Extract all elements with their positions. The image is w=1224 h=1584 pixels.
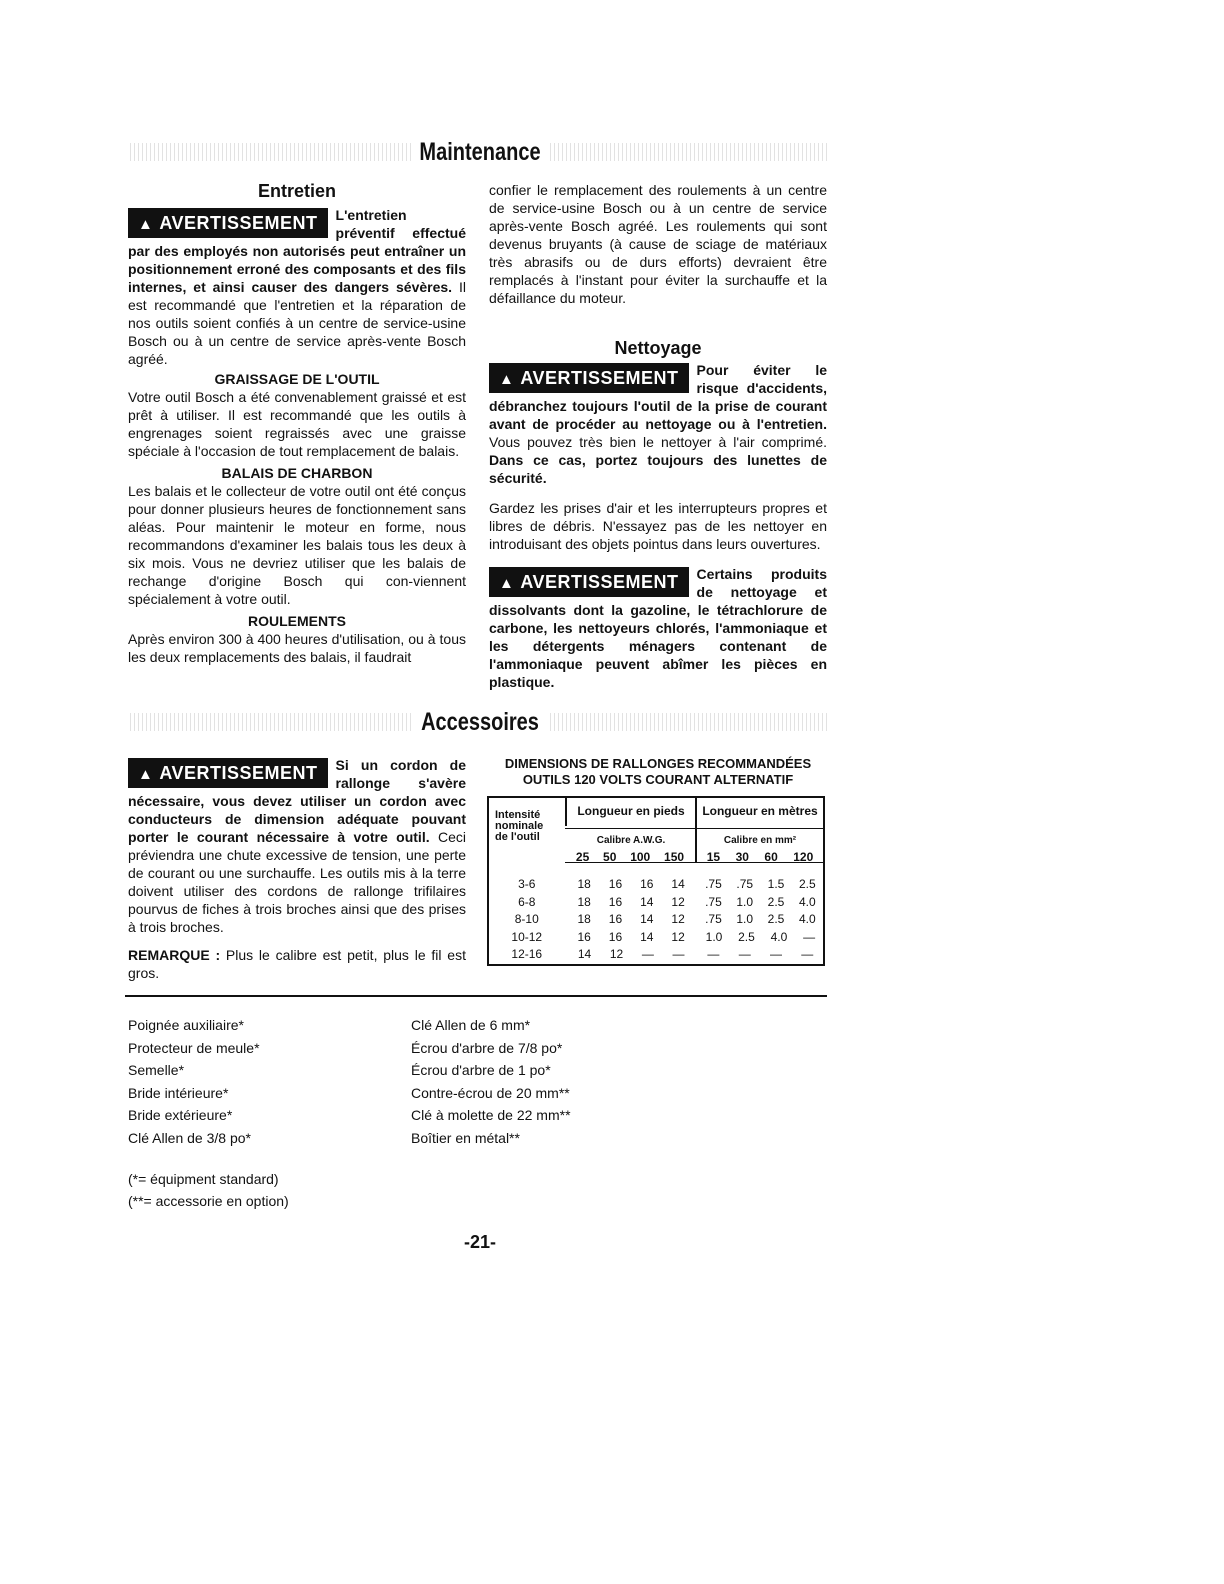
feet-header: Longueur en pieds <box>577 804 685 818</box>
intensity-header: Intensité nominale de l'outil <box>495 809 544 843</box>
table-cell-m: — <box>707 947 720 961</box>
warning-triangle-icon: ▲ <box>138 216 154 233</box>
table-cell-ft: 16 <box>608 877 623 891</box>
legend-optional: (**= accessorie en option) <box>128 1193 289 1209</box>
graissage-heading: GRAISSAGE DE L'OUTIL <box>214 371 380 387</box>
table-cell-ft: 14 <box>640 912 654 926</box>
warning-triangle-icon: ▲ <box>499 371 515 388</box>
table-cell-ft: 14 <box>577 947 592 961</box>
table-cell-m: .75 <box>705 894 722 909</box>
list-item: Clé à molette de 22 mm** <box>411 1107 571 1123</box>
table-cell-amp: 12-16 <box>511 947 543 961</box>
warning-triangle-icon: ▲ <box>499 575 515 592</box>
nettoyage-warning2-paragraph: ▲ AVERTISSEMENT Certains produits de nettoyage et dissolvants dont la gazoline, le tétrachlorure de carbone, les nettoyeurs chlorés, l'ammoniaque et les détergents ménagers contenant de l'ammoniaque peuvent abîmer les pièces en plastique. <box>489 566 827 690</box>
roulements-text: Après environ 300 à 400 heures d'utilisation, ou à tous les deux remplacements des balais, il faudrait <box>128 631 466 665</box>
list-item: Clé Allen de 3/8 po* <box>128 1129 251 1146</box>
warning-badge: ▲ AVERTISSEMENT <box>128 208 328 238</box>
roulements-heading: ROULEMENTS <box>248 613 346 629</box>
table-cell-m: — <box>770 947 782 961</box>
list-item: Poignée auxiliaire* <box>128 1017 244 1033</box>
mm-label: Calibre en mm² <box>723 835 797 846</box>
extension-warning-column <box>128 756 466 982</box>
nettoyage-column <box>489 181 827 691</box>
table-cell-ft: 18 <box>577 912 591 926</box>
table-cell-m: 2.5 <box>798 877 816 891</box>
maintenance-header <box>130 137 830 167</box>
table-cell-m: 2.5 <box>738 929 755 944</box>
legend-standard: (*= équipment standard) <box>128 1171 279 1187</box>
table-cell-ft: 16 <box>577 929 591 944</box>
table-cell-ft: 16 <box>608 912 623 926</box>
extension-cord-table <box>487 796 825 966</box>
page-number: -21- <box>463 1232 496 1252</box>
table-row <box>489 876 823 894</box>
table-cell-m: — <box>801 947 814 961</box>
table-body <box>489 876 823 964</box>
table-cell-ft: 12 <box>671 929 685 944</box>
table-cell-ft: 12 <box>609 947 624 961</box>
table-row <box>489 894 823 912</box>
table-cell-m: .75 <box>705 912 722 926</box>
table-cell-m: .75 <box>705 877 722 891</box>
list-item: Boîtier en métal** <box>411 1129 520 1146</box>
table-cell-ft: — <box>672 947 685 961</box>
table-title: DIMENSIONS DE RALLONGES RECOMMANDÉES OUTILS 120 VOLTS COURANT ALTERNATIF <box>504 756 812 787</box>
table-row <box>489 911 823 929</box>
table-cell-ft: 16 <box>640 877 654 891</box>
table-cell-m: .75 <box>736 877 754 891</box>
warning-badge: ▲ AVERTISSEMENT <box>489 567 689 597</box>
table-row <box>489 946 823 964</box>
table-cell-ft: 12 <box>671 894 685 909</box>
table-cell-m: 4.0 <box>770 929 788 944</box>
list-item: Bride extérieure* <box>128 1107 233 1123</box>
table-cell-m: — <box>738 947 751 961</box>
balais-heading: BALAIS DE CHARBON <box>221 465 373 481</box>
entretien-column <box>128 180 466 666</box>
list-item: Écrou d'arbre de 7/8 po* <box>411 1039 563 1056</box>
divider <box>125 995 827 997</box>
meters-header: Longueur en mètres <box>702 804 818 818</box>
table-cell-ft: — <box>641 947 654 961</box>
accessoires-title: Accessoires <box>413 708 547 736</box>
table-cell-amp: 10-12 <box>511 929 543 944</box>
table-cell-ft: 12 <box>671 912 685 926</box>
remarque-note: REMARQUE : Plus le calibre est petit, plus le fil est gros. <box>128 947 466 981</box>
table-cell-ft: 16 <box>608 894 623 909</box>
list-item: Clé Allen de 6 mm* <box>411 1017 531 1033</box>
extension-warning-paragraph: ▲ AVERTISSEMENT Si un cordon de rallonge s'avère nécessaire, vous devez utiliser un cordon avec conducteurs de dimension adéquate pouvant porter le courant nécessaire à votre outil. Ceci préviendra une chute excessive de tension, une perte de courant ou une surchauffe. Les outils mis à la terre doivent utiliser des cordons de rallonge trifilaires pourvus de fiches à trois broches ainsi que des prises à trois broches. <box>128 757 466 935</box>
nettoyage-heading: Nettoyage <box>614 338 702 358</box>
accessoires-header <box>130 707 830 737</box>
table-cell-amp: 8-10 <box>514 912 539 926</box>
balais-text: Les balais et le collecteur de votre outil ont été conçus pour donner plusieurs heures de fonctionnement sans aléas. Pour maintenir le moteur en forme, nous recommandons d'examiner les balais tous les deux à six mois. Vous ne devriez utiliser que les balais de rechange d'origine Bosch qui con-viennent spécialement à votre outil. <box>128 483 466 607</box>
nettoyage-text: Gardez les prises d'air et les interrupteurs propres et libres de débris. N'essayez pas de les nettoyer en introduisant des objets pointus dans leurs ouvertures. <box>489 500 827 552</box>
warning-badge: ▲ AVERTISSEMENT <box>489 363 689 393</box>
table-cell-m: 1.5 <box>767 877 785 891</box>
list-item: Bride intérieure* <box>128 1084 229 1101</box>
table-row <box>489 929 823 947</box>
accessory-list-right <box>411 1014 571 1149</box>
maintenance-title: Maintenance <box>411 138 548 166</box>
warning-badge: ▲ AVERTISSEMENT <box>128 758 328 788</box>
legend <box>128 1168 289 1212</box>
warning-triangle-icon: ▲ <box>138 766 154 783</box>
table-cell-ft: 18 <box>577 894 591 909</box>
table-cell-m: — <box>803 929 816 944</box>
table-cell-m: 4.0 <box>798 912 816 926</box>
accessory-list-left <box>128 1014 260 1149</box>
table-cell-ft: 14 <box>640 894 654 909</box>
table-cell-amp: 6-8 <box>518 894 536 909</box>
nettoyage-warning-paragraph: ▲ AVERTISSEMENT Pour éviter le risque d'accidents, débranchez toujours l'outil de la prise de courant avant de procéder au nettoyage ou à l'entretien. Vous pouvez très bien le nettoyer à l'air comprimé. Dans ce cas, portez toujours des lunettes de sécurité. <box>489 362 827 486</box>
list-item: Contre-écrou de 20 mm** <box>411 1084 570 1101</box>
table-cell-m: 2.5 <box>767 894 785 909</box>
table-cell-m: 1.0 <box>705 929 723 944</box>
table-cell-ft: 14 <box>640 929 654 944</box>
list-item: Protecteur de meule* <box>128 1039 260 1056</box>
table-cell-ft: 18 <box>577 877 591 891</box>
table-cell-amp: 3-6 <box>518 877 536 891</box>
list-item: Écrou d'arbre de 1 po* <box>411 1062 551 1078</box>
table-cell-ft: 16 <box>608 929 623 944</box>
awg-label: Calibre A.W.G. <box>596 835 666 846</box>
table-cell-m: 2.5 <box>767 912 785 926</box>
entretien-heading: Entretien <box>257 181 336 201</box>
meter-values: 15 30 60 120 <box>706 850 814 864</box>
table-cell-m: 4.0 <box>798 894 816 909</box>
graissage-text: Votre outil Bosch a été convenablement graissé et est prêt à utiliser. Il est recommandé que les outils à engrenages soient regraissés avec une graisse spéciale à l'occasion de tout remplacement de balais. <box>128 389 466 459</box>
table-cell-m: 1.0 <box>736 912 754 926</box>
entretien-warning-paragraph: ▲ AVERTISSEMENT L'entretien préventif effectué par des employés non autorisés peut entraîner un positionnement erroné des composants et des fils internes, et ainsi causer des dangers sévères. Il est recommandé que l'entretien et la réparation de nos outils soient confiés à un centre de service-usine Bosch ou à un centre de service après-vente Bosch agréé. <box>128 207 467 367</box>
table-cell-ft: 14 <box>671 877 685 891</box>
roulements-continued-text: confier le remplacement des roulements à un centre de service-usine Bosch ou à un centre de service après-vente Bosch agréé. Les roulements qui sont devenus bruyants (à cause de sciage de matériaux très abrasifs ou de durs efforts) devraient être remplacés à l'instant pour éviter la surchauffe et la défaillance du moteur. <box>489 182 827 306</box>
table-cell-m: 1.0 <box>736 894 754 909</box>
feet-values: 25 50 100 150 <box>575 850 685 864</box>
list-item: Semelle* <box>128 1062 185 1078</box>
